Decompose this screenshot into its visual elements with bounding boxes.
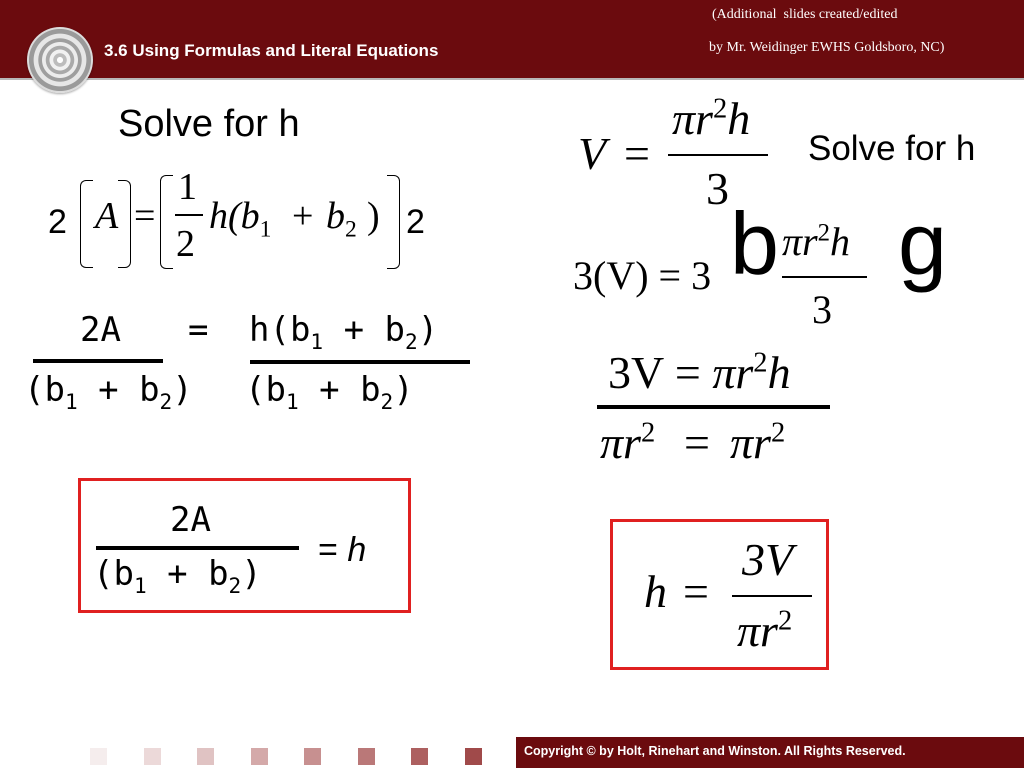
left-heading: Solve for h [118,103,300,145]
eq1-bracket-rhs-right [387,175,400,269]
decorative-square [411,748,428,765]
eq1-multiplier-left: 2 [48,203,67,241]
eq1-frac-den: 2 [176,223,195,265]
eq2-rhs-numerator: $h(b_1 + b_2)$ [249,310,439,354]
eq1-bracket-rhs-left [160,175,173,269]
decorative-square [144,748,161,765]
right-eq2-big-b: b [730,194,779,293]
right-eq3-bottom-equals: = [684,417,710,468]
eq1-close-paren: ) [367,195,380,237]
decorative-square [358,748,375,765]
right-result-equals: = [683,566,709,617]
eq1-bracket-a-right [118,180,131,268]
slide-title: 3.6 Using Formulas and Literal Equations [104,41,439,60]
eq1-bracket-a-left [80,180,93,268]
right-eq2-denominator: 3 [812,287,832,332]
right-eq3-bottom-right: $\pi r^2$ [730,417,786,468]
eq1-b2: $b_2$ [326,195,357,243]
decorative-square [251,748,268,765]
concentric-circles-logo-icon [27,27,93,93]
right-eq2-lhs: 3(V) = 3 [573,253,712,298]
eq2-rhs-fraction-bar [250,360,470,364]
left-result-denominator: $(b_1 + b_2)$ [93,554,262,598]
right-result-h: h [644,566,667,617]
right-eq3-bottom-left: $\pi r^2$ [600,417,656,468]
right-eq3-fraction-bar [597,405,830,409]
eq1-multiplier-right: 2 [406,203,425,241]
eq2-lhs-fraction-bar [33,359,163,363]
right-eq1-fraction-bar [668,154,768,156]
decorative-square [90,748,107,765]
right-result-fraction-bar [732,595,812,597]
eq2-equals: = [188,310,209,350]
eq1-equals: = [134,195,156,237]
eq2-lhs-denominator: $(b_1 + b_2)$ [24,370,193,414]
right-eq1-denominator: 3 [706,163,729,214]
eq1-frac-num: 1 [178,166,197,208]
right-eq2-cut-glyph: g [898,194,947,293]
eq2-rhs-denominator: $(b_1 + b_2)$ [245,370,414,414]
eq1-plus: + [292,195,314,237]
right-eq3-top: $3V = \pi r^2h$ [608,347,791,398]
right-eq1-v: V [578,128,607,179]
eq1-frac-bar [175,214,203,216]
eq1-h-b1: $h(b_1$ [209,195,272,243]
eq1-variable-a: A [95,195,119,237]
right-eq1-equals: = [624,128,650,179]
right-eq2-cut-glyph-clip [898,194,947,320]
copyright-text: Copyright © by Holt, Rinehart and Winston. All Rights Reserved. [524,744,906,758]
right-eq1-numerator: $\pi r^2h$ [672,93,751,144]
decorative-square [465,748,482,765]
right-eq2-fraction-bar [782,276,867,278]
left-result-equals-h: = h [318,531,367,569]
left-result-numerator: 2A [170,500,211,540]
credit-line-1: (Additional slides created/edited [712,7,898,22]
right-eq2-numerator: $\pi r^2h$ [782,219,851,264]
eq2-lhs-numerator: 2A [80,310,121,350]
right-result-numerator: 3V [742,534,794,585]
decorative-square [304,748,321,765]
decorative-square [197,748,214,765]
left-result-fraction-bar [96,546,299,550]
right-heading: Solve for h [808,129,976,168]
header-divider [0,78,1024,80]
right-result-denominator: $\pi r^2$ [737,605,793,656]
credit-line-2: by Mr. Weidinger EWHS Goldsboro, NC) [709,40,945,55]
